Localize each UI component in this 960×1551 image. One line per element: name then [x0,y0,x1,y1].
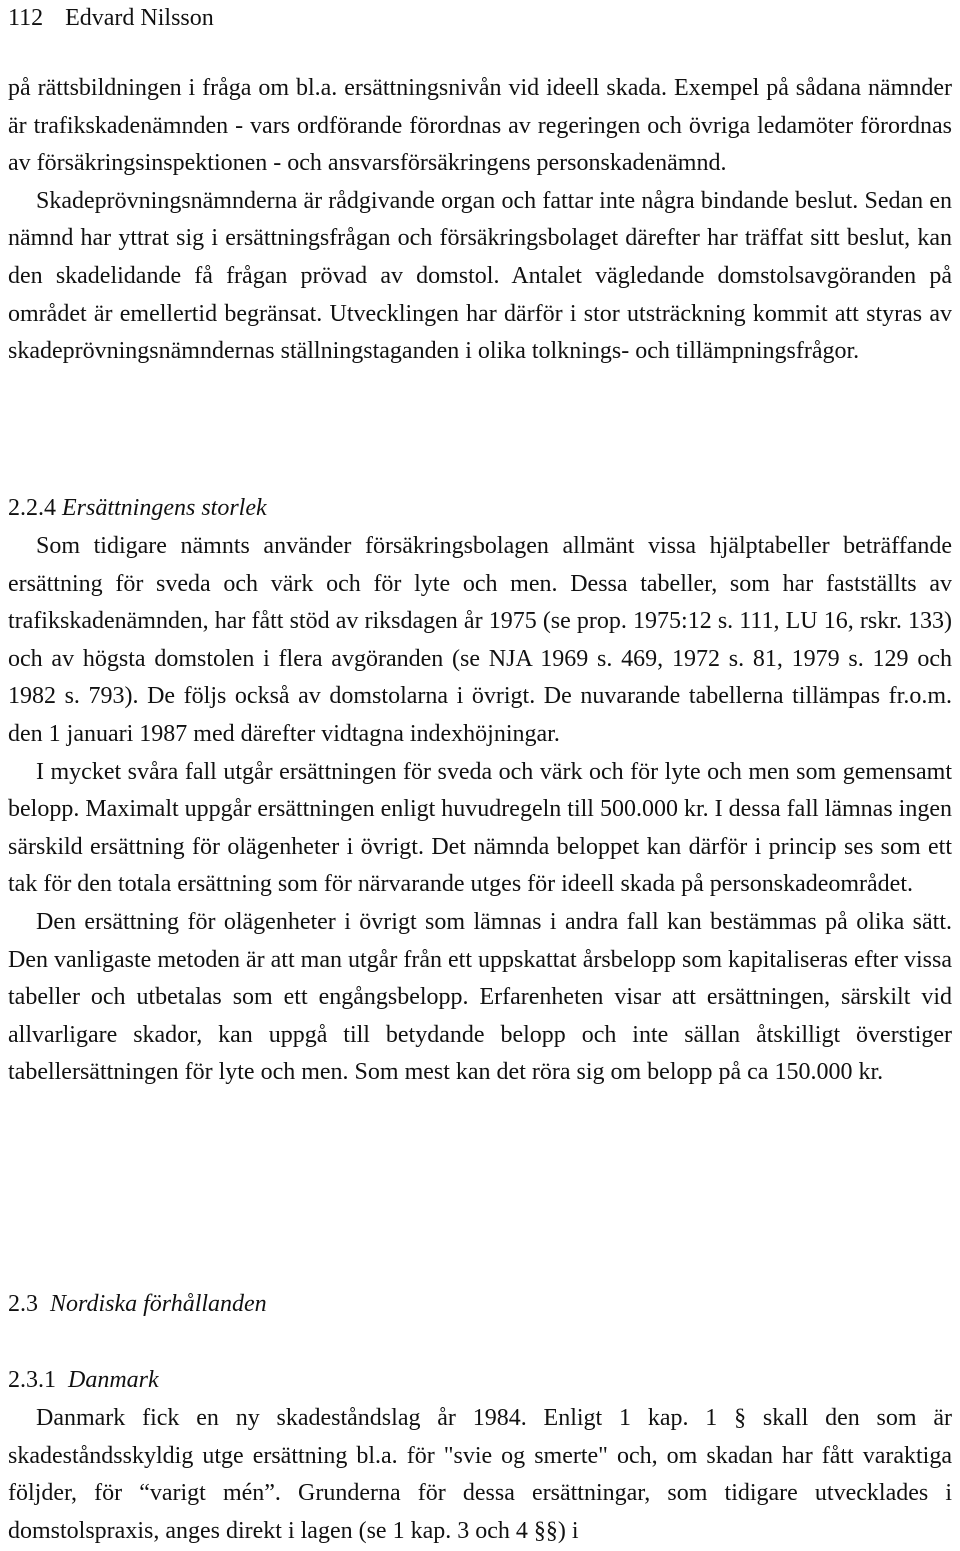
section-heading-2-3 [8,1288,267,1320]
section-title: Nordiska förhållanden [50,1291,267,1317]
paragraph: Skadeprövningsnämnderna är rådgivande organ och fattar inte några bindande beslut. Sedan en nämnd har yttrat sig i ersättningsfrågan och försäkringsbolaget därefter har träffat sitt beslut, kan den skadelidande få frågan prövad av domstol. Antalet vägledande domstolsavgöranden på området är emellertid begränsat. Utvecklingen har därför i stor utsträckning kommit att styras av skadeprövningsnämndernas ställningstaganden i olika tolknings- och tillämpningsfrågor. [8,187,952,365]
paragraph: på rättsbildningen i fråga om bl.a. ersättningsnivån vid ideell skada. Exempel på sådana nämnder är trafikskadenämnden - vars ordförande förordnas av regeringen och övriga ledamöter förordnas av försäkringsinspektionen - och ansvarsförsäkringens personskadenämnd. [8,75,952,177]
section-number: 2.3 [8,1291,38,1317]
page-header [8,2,214,34]
section-heading-2-3-1 [8,1364,159,1396]
section-heading-2-2-4 [8,492,267,524]
section-number: 2.3.1 [8,1367,56,1393]
section-title: Ersättningens storlek [62,495,267,521]
section-number: 2.2.4 [8,495,56,521]
page-number: 112 [8,5,44,31]
paragraph: Som tidigare nämnts använder försäkringsbolagen allmänt vissa hjälptabeller beträffande ersättning för sveda och värk och för lyte och men. Dessa tabeller, som har fastställts av trafikskadenämnden, har fått stöd av riksdagen år 1975 (se prop. 1975:12 s. 111, LU 16, rskr. 133) och av högsta domstolen i flera avgöranden (se NJA 1969 s. 469, 1972 s. 81, 1979 s. 129 och 1982 s. 793). De följs också av domstolarna i övrigt. De nuvarande tabellerna tillämpas fr.o.m. den 1 januari 1987 med därefter vidtagna indexhöjningar. [8,533,952,747]
paragraph: Danmark fick en ny skadeståndslag år 1984. Enligt 1 kap. 1 § skall den som är skadeståndsskyldig utge ersättning bl.a. för "svie og smerte" och, om skadan har fått varaktiga följder, för “varigt mén”. Grunderna för dessa ersättningar, som tidigare utvecklades i domstolspraxis, anges direkt i lagen (se 1 kap. 3 och 4 §§) i [8,1405,952,1544]
running-author: Edvard Nilsson [65,5,214,31]
section-2-3-1-text [8,1400,952,1550]
paragraph: I mycket svåra fall utgår ersättningen för sveda och värk och för lyte och men som gemensamt belopp. Maximalt uppgår ersättningen enligt huvudregeln till 500.000 kr. I dessa fall lämnas ingen särskild ersättning för olägenheter i övrigt. Det nämnda beloppet kan därför i princip ses som ett tak för den totala ersättning som för närvarande utges för ideell skada på personskadeområdet. [8,758,952,898]
section-1-text [8,70,952,371]
paragraph: Den ersättning för olägenheter i övrigt som lämnas i andra fall kan bestämmas på olika sätt. Den vanligaste metoden är att man utgår från ett uppskattat årsbelopp som kapitaliseras efter vissa tabeller och utbetalas som ett engångsbelopp. Erfarenheten visar att ersättningen, särskilt vid allvarligare skador, kan uppgå till betydande belopp och inte sällan åtskilligt överstiger tabellersättningen för lyte och men. Som mest kan det röra sig om belopp på ca 150.000 kr. [8,908,952,1086]
section-2-2-4-text [8,528,952,1092]
section-title: Danmark [68,1367,159,1393]
